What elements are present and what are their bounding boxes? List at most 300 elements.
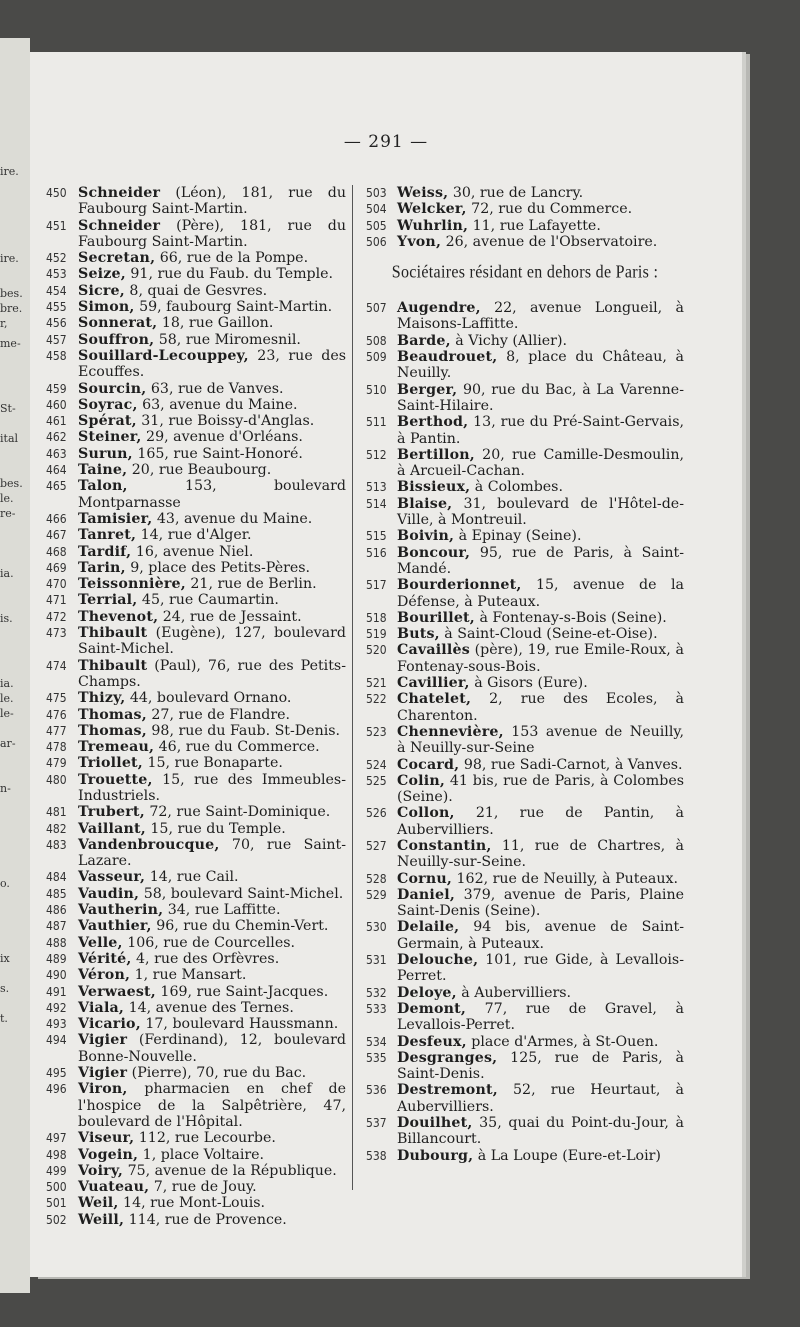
- member-entry: [46, 625, 346, 658]
- member-entry: [46, 1179, 346, 1195]
- entry-number: 475: [46, 691, 67, 706]
- entry-number: 489: [46, 951, 67, 966]
- member-name: Viala,: [78, 999, 125, 1016]
- member-name: Tarin,: [78, 559, 126, 576]
- member-entry: [46, 592, 346, 608]
- entry-number: 500: [46, 1180, 67, 1195]
- entry-number: 533: [366, 1001, 387, 1016]
- member-entry: [46, 250, 346, 266]
- section-heading: Sociétaires résidant en dehors de Paris :: [391, 262, 659, 283]
- member-entry: [366, 887, 684, 920]
- member-entry: [46, 315, 346, 331]
- member-address: (Eugène), 127, boulevard Saint-Michel.: [78, 625, 346, 658]
- previous-page-fragment: is.: [0, 612, 13, 625]
- member-name: Vauthier,: [78, 918, 152, 935]
- member-entry: [46, 772, 346, 805]
- entry-number: 494: [46, 1033, 67, 1048]
- member-address: 22, avenue Longueil, à Maisons-Laffitte.: [397, 300, 684, 333]
- previous-page-fragment: ix: [0, 952, 10, 965]
- member-entry: [366, 757, 684, 773]
- member-address: 30, rue de Lancry.: [448, 185, 584, 201]
- entry-number: 481: [46, 805, 67, 820]
- entry-number: 464: [46, 463, 67, 478]
- entry-number: 514: [366, 496, 387, 511]
- member-name: Vaudin,: [78, 885, 140, 902]
- member-address: à Saint-Cloud (Seine-et-Oise).: [439, 626, 658, 643]
- member-entry: [366, 1148, 684, 1164]
- entry-number: 465: [46, 479, 67, 494]
- member-address: 162, rue de Neuilly, à Puteaux.: [452, 870, 678, 887]
- member-name: Collon,: [397, 805, 455, 822]
- member-entry: [46, 723, 346, 739]
- member-name: Blaise,: [397, 495, 453, 512]
- member-address: 9, place des Petits-Pères.: [125, 559, 311, 576]
- member-entry: [366, 496, 684, 529]
- member-address: 45, rue Caumartin.: [137, 592, 279, 609]
- member-address: (Paul), 76, rue des Petits-Champs.: [78, 657, 346, 690]
- member-address: 14, avenue des Ternes.: [124, 999, 294, 1016]
- member-address: 153 avenue de Neuilly, à Neuilly-sur-Seine: [397, 723, 684, 757]
- member-entry: [46, 1000, 346, 1016]
- entry-number: 459: [46, 381, 67, 396]
- member-name: Simon,: [78, 299, 135, 316]
- entry-number: 468: [46, 544, 67, 559]
- member-entry: [46, 755, 346, 771]
- member-name: Thevenot,: [78, 608, 159, 625]
- member-address: à Vichy (Allier).: [450, 332, 567, 349]
- member-address: 20, rue Beaubourg.: [127, 462, 272, 479]
- member-address: 16, avenue Niel.: [131, 543, 254, 560]
- member-entry: [366, 333, 684, 349]
- member-name: Talon,: [78, 478, 128, 495]
- entry-number: 516: [366, 545, 387, 560]
- member-entry: [46, 446, 346, 462]
- member-name: Cavaillès: [397, 642, 470, 659]
- member-entry: [46, 348, 346, 381]
- entry-number: 491: [46, 984, 67, 999]
- member-entry: [46, 707, 346, 723]
- book-page: [30, 52, 742, 1277]
- member-entry: [46, 462, 346, 478]
- entry-number: 483: [46, 837, 67, 852]
- member-address: 1, place Voltaire.: [138, 1146, 265, 1163]
- member-name: Viron,: [78, 1081, 128, 1098]
- previous-page-fragment: n-: [0, 782, 11, 795]
- member-address: 4, rue des Orfèvres.: [131, 950, 280, 967]
- member-entry: [366, 234, 684, 250]
- entry-number: 527: [366, 838, 387, 853]
- member-name: Delaile,: [397, 919, 460, 936]
- member-entry: [46, 935, 346, 951]
- member-name: Velle,: [78, 934, 123, 951]
- member-entry: [46, 1212, 346, 1228]
- member-entry: [46, 381, 346, 397]
- member-name: Teissonnière,: [78, 576, 186, 593]
- page-number: — 291 —: [343, 132, 429, 152]
- member-name: Tremeau,: [78, 739, 155, 756]
- member-address: à Colombes.: [470, 479, 563, 496]
- previous-page-fragment: s.: [0, 982, 10, 995]
- previous-page-fragment: t.: [0, 1012, 8, 1025]
- member-entry: [46, 544, 346, 560]
- member-address: 70, rue Saint-Lazare.: [78, 836, 346, 870]
- member-entry: [46, 332, 346, 348]
- member-entry: [366, 201, 684, 217]
- member-address: 46, rue du Commerce.: [154, 739, 320, 756]
- member-entry: [366, 382, 684, 415]
- entry-number: 492: [46, 1000, 67, 1015]
- member-address: 1, rue Mansart.: [130, 967, 247, 984]
- member-entry: [366, 1115, 684, 1148]
- member-entry: [46, 511, 346, 527]
- member-entry: [46, 951, 346, 967]
- member-name: Bourderionnet,: [397, 577, 522, 594]
- member-entry: [46, 869, 346, 885]
- member-address: 52, rue Heurtaut, à Aubervilliers.: [397, 1082, 684, 1115]
- member-entry: [46, 821, 346, 837]
- member-address: (Père), 181, rue du Faubourg Saint-Martin.: [78, 217, 346, 250]
- entry-number: 536: [366, 1083, 387, 1098]
- member-entry: [46, 967, 346, 983]
- entry-number: 470: [46, 577, 67, 592]
- member-address: 63, avenue du Maine.: [137, 396, 298, 413]
- previous-page-fragment: bes.: [0, 287, 23, 300]
- member-entry: [366, 952, 684, 985]
- member-name: Douilhet,: [397, 1115, 473, 1132]
- member-name: Delouche,: [397, 952, 479, 969]
- member-entry: [366, 545, 684, 578]
- entry-number: 503: [366, 186, 387, 200]
- member-address: 24, rue de Jessaint.: [158, 608, 302, 625]
- previous-page-fragment: le.: [0, 492, 14, 505]
- member-address: 26, avenue de l'Observatoire.: [441, 233, 658, 250]
- entry-number: 498: [46, 1147, 67, 1162]
- member-name: Schneider: [78, 185, 161, 201]
- entry-number: 462: [46, 430, 67, 445]
- entry-number: 473: [46, 626, 67, 641]
- member-address: 169, rue Saint-Jacques.: [155, 983, 329, 1000]
- member-name: Soyrac,: [78, 396, 138, 413]
- outside-paris-members-list: [366, 300, 684, 1164]
- entry-number: 450: [46, 186, 67, 200]
- entry-number: 472: [46, 609, 67, 624]
- entry-number: 522: [366, 692, 387, 707]
- member-entry: [46, 1163, 346, 1179]
- entry-number: 509: [366, 350, 387, 365]
- member-name: Barde,: [397, 332, 451, 349]
- member-address: 58, boulevard Saint-Michel.: [139, 885, 344, 902]
- entry-number: 488: [46, 935, 67, 950]
- member-address: 165, rue Saint-Honoré.: [132, 445, 303, 462]
- member-address: 43, avenue du Maine.: [152, 510, 313, 527]
- member-address: 114, rue de Provence.: [124, 1211, 287, 1228]
- previous-page-fragment: re-: [0, 507, 16, 520]
- member-address: 125, rue de Paris, à Saint-Denis.: [397, 1049, 684, 1083]
- entry-number: 479: [46, 756, 67, 771]
- left-column: [46, 185, 346, 1228]
- entry-number: 507: [366, 301, 387, 316]
- member-name: Tanret,: [78, 527, 137, 544]
- member-entry: [366, 447, 684, 480]
- entry-number: 478: [46, 740, 67, 755]
- entry-number: 521: [366, 676, 387, 691]
- member-entry: [366, 1082, 684, 1115]
- entry-number: 477: [46, 723, 67, 738]
- entry-number: 463: [46, 446, 67, 461]
- previous-page-fragment: o.: [0, 877, 10, 890]
- member-entry: [366, 218, 684, 234]
- member-name: Vandenbroucque,: [78, 836, 220, 853]
- entry-number: 490: [46, 968, 67, 983]
- member-name: Colin,: [397, 772, 445, 789]
- member-name: Schneider: [78, 217, 161, 234]
- entry-number: 495: [46, 1066, 67, 1081]
- member-address: 18, rue Gaillon.: [157, 315, 274, 332]
- member-address: 17, boulevard Haussmann.: [140, 1016, 339, 1033]
- entry-number: 530: [366, 920, 387, 935]
- member-address: 98, rue Sadi-Carnot, à Vanves.: [459, 756, 683, 773]
- member-name: Verwaest,: [78, 983, 156, 1000]
- member-name: Vaillant,: [78, 820, 146, 837]
- previous-page-fragment: me-: [0, 337, 21, 350]
- member-address: 8, place du Château, à Neuilly.: [397, 349, 684, 382]
- member-name: Weiss,: [397, 185, 449, 201]
- member-address: 7, rue de Jouy.: [149, 1179, 257, 1196]
- entry-number: 525: [366, 773, 387, 788]
- previous-page-fragment: ia.: [0, 677, 14, 690]
- member-entry: [46, 902, 346, 918]
- entry-number: 455: [46, 300, 67, 315]
- entry-number: 518: [366, 610, 387, 625]
- member-address: 90, rue du Bac, à La Varenne-Saint-Hilaire.: [397, 381, 684, 414]
- member-entry: [46, 576, 346, 592]
- member-name: Vasseur,: [78, 869, 146, 886]
- member-name: Trouette,: [78, 771, 153, 788]
- entry-number: 504: [366, 202, 387, 217]
- member-name: Taine,: [78, 462, 128, 479]
- entry-number: 486: [46, 903, 67, 918]
- member-address: 95, rue de Paris, à Saint-Mandé.: [397, 544, 684, 577]
- entry-number: 485: [46, 886, 67, 901]
- entry-number: 499: [46, 1163, 67, 1178]
- member-entry: [46, 804, 346, 820]
- member-name: Dubourg,: [397, 1147, 474, 1164]
- member-entry: [46, 299, 346, 315]
- entry-number: 534: [366, 1034, 387, 1049]
- entry-number: 458: [46, 348, 67, 363]
- member-name: Constantin,: [397, 837, 492, 854]
- member-address: (Pierre), 70, rue du Bac.: [127, 1065, 307, 1082]
- member-address: (Léon), 181, rue du Faubourg Saint-Martin.: [78, 185, 346, 218]
- entry-number: 531: [366, 953, 387, 968]
- member-name: Desfeux,: [397, 1033, 467, 1050]
- member-address: 21, rue de Berlin.: [185, 576, 317, 593]
- member-name: Welcker,: [397, 201, 467, 218]
- member-entry: [46, 918, 346, 934]
- member-entry: [46, 1081, 346, 1130]
- member-entry: [366, 528, 684, 544]
- member-name: Thibault: [78, 625, 148, 642]
- member-name: Vogein,: [78, 1146, 139, 1163]
- previous-page-edge: [0, 38, 30, 1293]
- member-address: 35, quai du Point-du-Jour, à Billancourt.: [397, 1115, 684, 1148]
- member-entry: [366, 838, 684, 871]
- member-entry: [46, 739, 346, 755]
- entry-number: 487: [46, 919, 67, 934]
- member-address: 98, rue du Faub. St-Denis.: [146, 722, 341, 739]
- member-entry: [46, 690, 346, 706]
- member-address: 11, rue Lafayette.: [468, 217, 601, 234]
- member-name: Terrial,: [78, 592, 138, 609]
- member-name: Bertillon,: [397, 446, 475, 463]
- member-name: Vautherin,: [78, 902, 164, 919]
- member-name: Beaudrouet,: [397, 349, 498, 366]
- entry-number: 501: [46, 1196, 67, 1211]
- member-name: Steiner,: [78, 429, 142, 446]
- member-address: 94 bis, avenue de Saint-Germain, à Puteaux.: [397, 919, 684, 952]
- entry-number: 524: [366, 757, 387, 772]
- member-entry: [366, 300, 684, 333]
- member-address: 101, rue Gide, à Levallois-Perret.: [397, 952, 684, 985]
- member-entry: [46, 478, 346, 511]
- entry-number: 520: [366, 643, 387, 658]
- member-name: Desgranges,: [397, 1049, 498, 1066]
- member-address: 59, faubourg Saint-Martin.: [134, 299, 333, 316]
- member-address: 77, rue de Gravel, à Levallois-Perret.: [397, 1000, 684, 1034]
- member-address: 75, avenue de la République.: [123, 1162, 337, 1179]
- member-address: pharmacien en chef de l'hospice de la Salpêtrière, 47, boulevard de l'Hôpital.: [78, 1081, 346, 1130]
- previous-page-fragment: ia.: [0, 567, 14, 580]
- member-name: Trubert,: [78, 804, 145, 821]
- member-name: Augendre,: [397, 300, 481, 317]
- column-divider: [352, 185, 353, 1190]
- member-address: 14, rue d'Alger.: [136, 527, 252, 544]
- member-entry: [366, 610, 684, 626]
- member-address: 2, rue des Ecoles, à Charenton.: [397, 691, 684, 724]
- member-name: Weil,: [78, 1195, 119, 1212]
- entry-number: 497: [46, 1131, 67, 1146]
- member-entry: [366, 626, 684, 642]
- entry-number: 467: [46, 528, 67, 543]
- member-entry: [46, 984, 346, 1000]
- member-address: 31, rue Boissy-d'Anglas.: [136, 413, 315, 430]
- member-address: 29, avenue d'Orléans.: [141, 429, 303, 446]
- member-address: 21, rue de Pantin, à Aubervilliers.: [397, 805, 684, 838]
- member-address: 15, rue Bonaparte.: [142, 755, 283, 772]
- member-address: 66, rue de la Pompe.: [155, 250, 309, 267]
- member-name: Daniel,: [397, 886, 455, 903]
- member-name: Cornu,: [397, 870, 452, 887]
- member-entry: [46, 266, 346, 282]
- entry-number: 502: [46, 1212, 67, 1227]
- entry-number: 529: [366, 887, 387, 902]
- member-name: Cavillier,: [397, 675, 470, 692]
- entry-number: 513: [366, 480, 387, 495]
- member-name: Deloye,: [397, 984, 457, 1001]
- member-entry: [366, 1034, 684, 1050]
- entry-number: 512: [366, 447, 387, 462]
- member-entry: [46, 1147, 346, 1163]
- member-address: 15, rue des Immeubles-Industriels.: [78, 771, 346, 804]
- entry-number: 484: [46, 870, 67, 885]
- member-name: Cocard,: [397, 756, 460, 773]
- previous-page-fragment: ire.: [0, 252, 19, 265]
- entry-number: 471: [46, 593, 67, 608]
- member-name: Vigier: [78, 1065, 128, 1082]
- member-entry: [46, 1065, 346, 1081]
- member-address: 14, rue Mont-Louis.: [118, 1195, 266, 1212]
- member-name: Tardif,: [78, 543, 132, 560]
- member-entry: [46, 609, 346, 625]
- member-address: 23, rue des Ecouffes.: [78, 347, 346, 381]
- member-address: 34, rue Laffitte.: [163, 902, 281, 919]
- member-address: à Fontenay-s-Bois (Seine).: [474, 609, 667, 626]
- member-entry: [366, 414, 684, 447]
- member-entry: [366, 675, 684, 691]
- member-address: 72, rue Saint-Dominique.: [144, 804, 331, 821]
- entry-number: 526: [366, 806, 387, 821]
- member-address: à Gisors (Eure).: [469, 675, 588, 692]
- member-name: Chatelet,: [397, 691, 472, 708]
- member-name: Bissieux,: [397, 479, 471, 496]
- entry-number: 535: [366, 1050, 387, 1065]
- member-name: Véron,: [78, 967, 131, 984]
- previous-page-fragment: ire.: [0, 165, 19, 178]
- entry-number: 456: [46, 316, 67, 331]
- member-address: 20, rue Camille-Desmoulin, à Arcueil-Cachan.: [397, 446, 684, 480]
- member-name: Thomas,: [78, 706, 147, 723]
- member-address: à Epinay (Seine).: [454, 528, 582, 545]
- member-name: Chennevière,: [397, 723, 504, 740]
- entry-number: 496: [46, 1082, 67, 1097]
- member-name: Thizy,: [78, 690, 126, 707]
- member-entry: [46, 527, 346, 543]
- member-name: Yvon,: [397, 233, 442, 250]
- entry-number: 461: [46, 414, 67, 429]
- member-name: Sourcin,: [78, 380, 147, 397]
- entry-number: 493: [46, 1017, 67, 1032]
- previous-page-fragment: le-: [0, 707, 14, 720]
- entry-number: 482: [46, 821, 67, 836]
- member-entry: [46, 1130, 346, 1146]
- member-entry: [46, 1016, 346, 1032]
- member-name: Viseur,: [78, 1130, 135, 1147]
- member-name: Seize,: [78, 266, 126, 283]
- entry-number: 532: [366, 985, 387, 1000]
- paris-members-list: [366, 185, 684, 250]
- previous-page-fragment: le.: [0, 692, 14, 705]
- member-entry: [46, 397, 346, 413]
- member-name: Boivin,: [397, 528, 455, 545]
- member-address: 31, boulevard de l'Hôtel-de-Ville, à Montreuil.: [397, 495, 684, 529]
- entry-number: 474: [46, 658, 67, 673]
- member-name: Vuateau,: [78, 1179, 150, 1196]
- member-name: Voiry,: [78, 1162, 124, 1179]
- member-address: 72, rue du Commerce.: [466, 201, 633, 218]
- member-address: 96, rue du Chemin-Vert.: [151, 918, 329, 935]
- member-name: Boncour,: [397, 544, 471, 561]
- member-name: Demont,: [397, 1000, 467, 1017]
- entry-number: 452: [46, 251, 67, 266]
- member-entry: [366, 577, 684, 610]
- member-address: 13, rue du Pré-Saint-Gervais, à Pantin.: [397, 414, 684, 447]
- member-address: 15, avenue de la Défense, à Puteaux.: [397, 577, 684, 610]
- member-entry: [366, 349, 684, 382]
- member-name: Vigier: [78, 1032, 128, 1049]
- entry-number: 511: [366, 415, 387, 430]
- member-entry: [366, 642, 684, 675]
- entry-number: 453: [46, 267, 67, 282]
